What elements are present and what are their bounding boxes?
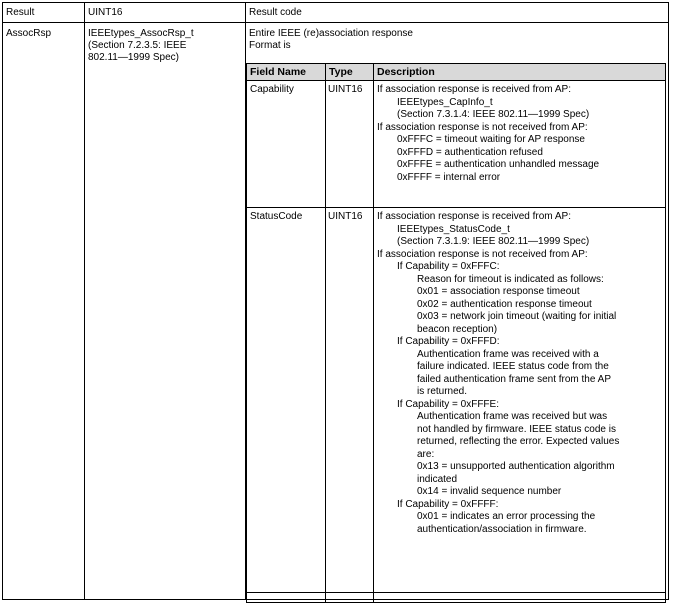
result-code-table [2, 2, 669, 600]
description-line: IEEEtypes_StatusCode_t [397, 223, 510, 235]
description-line: If association response is received from AP: [377, 84, 571, 95]
description-line: (Section 7.3.1.9: IEEE 802.11—1999 Spec) [397, 236, 590, 247]
description-line: 0x01 = indicates an error processing the [417, 511, 596, 522]
description-line: 0x03 = network join timeout (waiting for initial [417, 311, 617, 322]
description-line: 0xFFFC = timeout waiting for AP response [397, 134, 585, 145]
description-line: Authentication frame was received but was [417, 411, 608, 422]
subtable-header-type: Type [329, 66, 353, 78]
description-line: IEEEtypes_CapInfo_t [397, 96, 493, 108]
description-line: 0xFFFE = authentication unhandled message [397, 159, 600, 170]
description-line: If Capability = 0xFFFE: [397, 398, 499, 410]
field-name: Capability [250, 84, 294, 95]
description-line: If association response is not received from AP: [377, 248, 588, 260]
description-line: beacon reception) [417, 323, 498, 335]
subtable-column-divider [325, 64, 326, 602]
description-line: 0xFFFD = authentication refused [397, 146, 543, 158]
subtable-row-divider [247, 592, 665, 593]
description-line: authentication/association in firmware. [417, 523, 587, 535]
description-line: Format is [249, 40, 291, 51]
description-line: (Section 7.3.1.4: IEEE 802.11—1999 Spec) [397, 109, 590, 120]
description-line: Authentication frame was received with a [417, 348, 599, 360]
subtable-row-divider [247, 207, 665, 208]
header-result: Result [6, 7, 35, 18]
description-line: not handled by firmware. IEEE status code is [417, 423, 616, 435]
format-subtable [246, 63, 666, 603]
description-line: 0x01 = association response timeout [417, 286, 580, 297]
field-type: UINT16 [328, 211, 363, 222]
description-line: 0xFFFF = internal error [397, 171, 501, 183]
header-description: Result code [249, 7, 302, 18]
description-line: If Capability = 0xFFFD: [397, 336, 500, 347]
description-line: failure indicated. IEEE status code from the [417, 361, 609, 372]
description-line: 0x13 = unsupported authentication algorithm [417, 461, 615, 472]
description-line: If Capability = 0xFFFC: [397, 261, 500, 272]
field-type: UINT16 [328, 84, 363, 95]
subtable-header-description: Description [377, 66, 435, 78]
description-line: Reason for timeout is indicated as follows: [417, 273, 604, 285]
type-line: 802.11—1999 Spec) [88, 52, 179, 63]
subtable-header-field: Field Name [250, 66, 307, 78]
description-line: returned, reflecting the error. Expected values [417, 436, 620, 447]
result-name: AssocRsp [6, 28, 52, 39]
subtable-header [247, 64, 665, 81]
description-line: are: [417, 448, 435, 460]
description-line: If association response is received from AP: [377, 211, 571, 222]
description-line: is returned. [417, 386, 468, 397]
description-line: Entire IEEE (re)association response [249, 28, 413, 39]
field-name: StatusCode [250, 211, 303, 222]
description-line: indicated [417, 473, 458, 485]
column-divider [84, 3, 85, 599]
subtable-column-divider [373, 64, 374, 602]
description-line: 0x14 = invalid sequence number [417, 486, 562, 497]
description-line: 0x02 = authentication response timeout [417, 298, 592, 310]
type-line: IEEEtypes_AssocRsp_t [88, 28, 194, 39]
description-line: If association response is not received from AP: [377, 121, 588, 133]
description-line: If Capability = 0xFFFF: [397, 498, 499, 510]
table-header-row [3, 3, 668, 23]
description-line: failed authentication frame sent from the AP [417, 373, 611, 385]
header-type: UINT16 [88, 7, 123, 18]
type-line: (Section 7.2.3.5: IEEE [88, 40, 187, 51]
